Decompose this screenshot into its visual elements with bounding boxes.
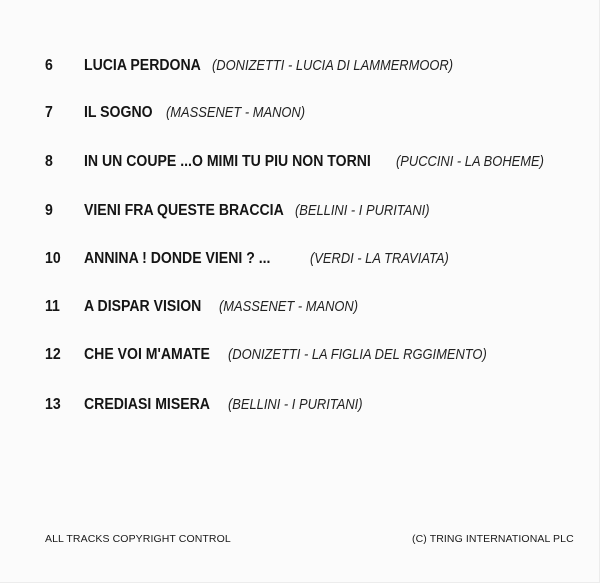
track-source: (VERDI - LA TRAVIATA) — [310, 250, 449, 267]
track-source: (BELLINI - I PURITANI) — [228, 396, 363, 413]
track-source: (DONIZETTI - LUCIA DI LAMMERMOOR) — [212, 57, 454, 74]
track-content — [84, 57, 492, 75]
track-title: CREDIASI MISERA — [84, 396, 210, 413]
track-content — [84, 396, 384, 414]
track-title: LUCIA PERDONA — [84, 57, 201, 74]
track-number: 9 — [45, 202, 53, 219]
track-title: IN UN COUPE ...O MIMI TU PIU NON TORNI — [84, 153, 371, 170]
track-content — [84, 250, 471, 268]
track-content — [84, 104, 328, 122]
track-number: 7 — [45, 104, 53, 121]
track-source: (DONIZETTI - LA FIGLIA DEL RGGIMENTO) — [228, 346, 487, 363]
track-number: 8 — [45, 153, 53, 170]
track-source: (BELLINI - I PURITANI) — [295, 202, 430, 219]
track-source: (MASSENET - MANON) — [219, 298, 359, 315]
copyright-control-note: ALL TRACKS COPYRIGHT CONTROL — [45, 533, 231, 545]
track-title: ANNINA ! DONDE VIENI ? ... — [84, 250, 271, 267]
track-content — [84, 346, 529, 364]
track-content — [84, 153, 568, 171]
track-title: IL SOGNO — [84, 104, 153, 121]
track-title: A DISPAR VISION — [84, 298, 202, 315]
track-source: (PUCCINI - LA BOHEME) — [396, 153, 544, 170]
track-content — [84, 202, 451, 220]
track-number: 13 — [45, 396, 61, 413]
track-number: 6 — [45, 57, 53, 74]
track-title: VIENI FRA QUESTE BRACCIA — [84, 202, 284, 219]
track-number: 11 — [45, 298, 60, 315]
track-content — [84, 298, 381, 316]
publisher-copyright: (C) TRING INTERNATIONAL PLC — [412, 533, 574, 545]
track-title: CHE VOI M'AMATE — [84, 346, 210, 363]
track-number: 12 — [45, 346, 61, 363]
track-source: (MASSENET - MANON) — [166, 104, 306, 121]
track-number: 10 — [45, 250, 61, 267]
